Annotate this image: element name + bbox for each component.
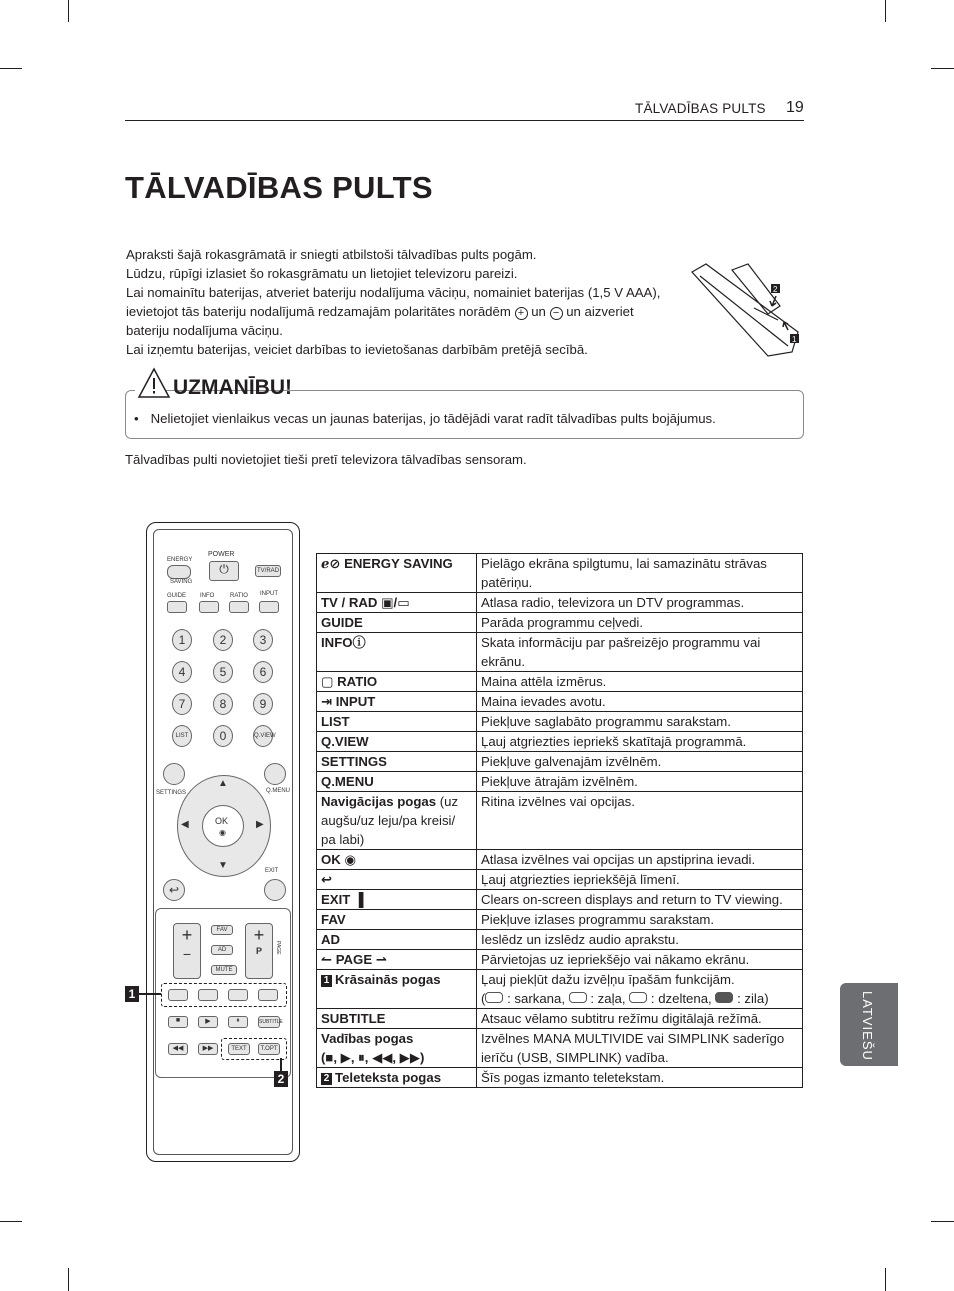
language-tab: LATVIEŠU — [840, 983, 898, 1066]
list-button: LIST — [172, 725, 192, 747]
battery-cover-illustration — [688, 262, 804, 358]
digit-4-button: 4 — [172, 661, 192, 683]
subtitle-button: SUBTITLE — [258, 1016, 280, 1028]
play-button: ▶ — [198, 1016, 218, 1028]
table-row: ℯ⊘ ENERGY SAVING Pielāgo ekrāna spilgtumu, lai samazinātu strāvas patēriņu. — [317, 554, 803, 593]
exit-label: EXIT — [265, 868, 279, 874]
page-left-arrow-icon: ↼ — [321, 952, 336, 967]
table-row: OK ◉ Atlasa izvēlnes vai opcijas un apstiprina ievadi. — [317, 850, 803, 870]
info-button — [199, 601, 219, 613]
volume-minus-icon: − — [182, 946, 192, 962]
text-button: TEXT — [228, 1043, 250, 1055]
red-key-icon — [485, 992, 503, 1003]
table-row: ▢ RATIO Maina attēla izmērus. — [317, 672, 803, 692]
table-row: AD Ieslēdz un izslēdz audio aprakstu. — [317, 930, 803, 950]
ratio-icon: ▢ — [321, 674, 338, 689]
guide-label: GUIDE — [167, 593, 187, 599]
ok-label: OK — [215, 816, 229, 826]
info-label: INFO — [200, 593, 215, 599]
back-button — [163, 879, 185, 901]
input-label: INPUT — [260, 591, 278, 597]
placement-note: Tālvadības pulti novietojiet tieši pretī televizora tālvadības sensoram. — [125, 452, 527, 467]
intro-line-4: Lai izņemtu baterijas, veiciet darbības to ievietošanas darbībām pretējā secībā. — [126, 342, 588, 357]
pause-button: ⏸ — [228, 1016, 248, 1028]
power-button — [209, 561, 239, 581]
topt-button: T.OPT — [258, 1043, 280, 1055]
table-row: INFOⓘ Skata informāciju par pašreizējo programmu vai ekrānu. — [317, 633, 803, 672]
page-title: TĀLVADĪBAS PULTS — [125, 170, 433, 205]
blue-button — [258, 989, 278, 1001]
energy-label: ENERGY — [167, 557, 193, 563]
digit-3-button: 3 — [253, 629, 273, 651]
digit-7-button: 7 — [172, 693, 192, 715]
warning-icon — [137, 366, 171, 400]
caution-heading: UZMANĪBU! — [135, 364, 149, 402]
digit-5-button: 5 — [213, 661, 233, 683]
intro-line-3: Lai nomainītu baterijas, atveriet bateriju nodalījuma vāciņu, nomainiet baterijas (1,5 V AAA), ievietojot tās bateriju nodalījumā redzamajām polaritātes norādēm + un − un aizveriet bateriju nodalījuma vāciņu. — [126, 285, 661, 338]
arrow-left-icon: ◀ — [181, 819, 189, 830]
info-icon: ⓘ — [352, 635, 366, 650]
table-row: 2 Teleteksta pogas Šīs pogas izmanto teletekstam. — [317, 1068, 803, 1088]
table-row: SETTINGS Piekļuve galvenajām izvēlnēm. — [317, 752, 803, 772]
arrow-down-icon: ▼ — [218, 860, 228, 871]
table-row: Q.VIEW Ļauj atgriezties iepriekš skatītajā programmā. — [317, 732, 803, 752]
arrow-right-icon: ▶ — [256, 819, 264, 830]
power-icon: ⏻ — [219, 562, 229, 576]
table-row: 1 Krāsainās pogas Ļauj piekļūt dažu izvēļņu īpašām funkcijām. ( : sarkana, : zaļa, : dzeltena, : zila) — [317, 970, 803, 1009]
table-row: EXIT ▐ Clears on-screen displays and return to TV viewing. — [317, 890, 803, 910]
ok-icon: ◉ — [219, 828, 226, 837]
qview-button: Q.VIEW — [253, 725, 273, 747]
qmenu-button — [264, 763, 286, 785]
table-row: Navigācijas pogas (uz augšu/uz leju/pa kreisi/ pa labi) Ritina izvēlnes vai opcijas. — [317, 792, 803, 850]
saving-label: SAVING — [170, 579, 193, 585]
red-button — [168, 989, 188, 1001]
callout-2: 2 — [274, 1071, 288, 1087]
ok-icon: ◉ — [344, 852, 356, 867]
ad-button: AD — [211, 945, 233, 955]
table-row: GUIDE Parāda programmu ceļvedi. — [317, 613, 803, 633]
ok-button — [202, 805, 244, 847]
intro-line-2: Lūdzu, rūpīgi izlasiet šo rokasgrāmatu un lietojiet televizoru pareizi. — [126, 266, 518, 281]
yellow-key-icon — [629, 992, 647, 1003]
digit-2-button: 2 — [213, 629, 233, 651]
volume-plus-icon: + — [181, 925, 193, 945]
ratio-button — [229, 601, 249, 613]
blue-key-icon — [715, 992, 733, 1003]
qmenu-label: Q.MENU — [266, 788, 290, 794]
guide-button — [167, 601, 187, 613]
plus-polarity-icon: + — [515, 307, 528, 320]
input-icon: ⇥ — [321, 694, 336, 709]
svg-text:2: 2 — [773, 285, 778, 294]
page-label: PAGE — [275, 941, 281, 955]
callout-1: 1 — [125, 986, 139, 1002]
green-button — [198, 989, 218, 1001]
power-label: POWER — [208, 551, 235, 558]
table-row: SUBTITLE Atsauc vēlamo subtitru režīmu digitālajā režīmā. — [317, 1009, 803, 1029]
remote-illustration — [146, 522, 300, 1162]
page-right-arrow-icon: ⇀ — [372, 952, 387, 967]
fav-button: FAV — [211, 925, 233, 935]
table-row: LIST Piekļuve saglabāto programmu sarakstam. — [317, 712, 803, 732]
yellow-button — [228, 989, 248, 1001]
stop-button: ■ — [168, 1016, 188, 1028]
fast-forward-button: ▶▶ — [198, 1043, 218, 1055]
intro-text — [126, 245, 678, 359]
back-icon: ↩ — [168, 883, 180, 897]
minus-polarity-icon: − — [550, 307, 563, 320]
digit-1-button: 1 — [172, 629, 192, 651]
mute-button: MUTE — [211, 965, 237, 975]
input-button — [259, 601, 279, 613]
volume-rocker — [173, 923, 201, 979]
table-row: FAV Piekļuve izlases programmu sarakstam. — [317, 910, 803, 930]
table-row: Q.MENU Piekļuve ātrajām izvēlnēm. — [317, 772, 803, 792]
svg-text:1: 1 — [792, 335, 797, 344]
digit-9-button: 9 — [253, 693, 273, 715]
page-number: 19 — [786, 99, 804, 116]
table-row: Vadības pogas (■, ▶, ⏸, ◀◀, ▶▶) Izvēlnes MANA MULTIVIDE vai SIMPLINK saderīgo ierīču (USB, SIMPLINK) vadība. — [317, 1029, 803, 1068]
exit-button — [264, 879, 286, 901]
rewind-button: ◀◀ — [168, 1043, 188, 1055]
green-key-icon — [569, 992, 587, 1003]
button-description-table — [316, 553, 803, 1088]
exit-icon: ▐ — [353, 892, 364, 907]
running-header: TĀLVADĪBAS PULTS — [635, 101, 766, 116]
table-row: ⇥ INPUT Maina ievades avotu. — [317, 692, 803, 712]
intro-line-1: Apraksti šajā rokasgrāmatā ir sniegti atbilstoši tālvadības pults pogām. — [126, 247, 537, 262]
energy-saving-icon: ℯ⊘ — [321, 556, 345, 571]
arrow-up-icon: ▲ — [218, 778, 228, 789]
digit-0-button: 0 — [213, 725, 233, 747]
table-row: TV / RAD ▣/▭ Atlasa radio, televizora un DTV programmas. — [317, 593, 803, 613]
program-rocker: + P — [245, 923, 273, 979]
energy-saving-button — [167, 565, 191, 579]
digit-6-button: 6 — [253, 661, 273, 683]
tv-rad-button: TV/RAD — [255, 565, 281, 577]
settings-label: SETTINGS — [156, 790, 187, 796]
ratio-label: RATIO — [230, 593, 248, 599]
header-rule — [125, 120, 804, 121]
program-plus-icon: + — [253, 925, 265, 945]
settings-button — [163, 763, 185, 785]
back-icon: ↩ — [321, 872, 333, 887]
caution-bullet: • Nelietojiet vienlaikus vecas un jaunas baterijas, jo tādējādi varat radīt tālvadības pults bojājumus. — [134, 411, 716, 426]
table-row: ↩ Ļauj atgriezties iepriekšējā līmenī. — [317, 870, 803, 890]
digit-8-button: 8 — [213, 693, 233, 715]
tv-radio-icon: ▣/▭ — [381, 595, 410, 610]
table-row: ↼ PAGE ⇀ Pārvietojas uz iepriekšējo vai nākamo ekrānu. — [317, 950, 803, 970]
